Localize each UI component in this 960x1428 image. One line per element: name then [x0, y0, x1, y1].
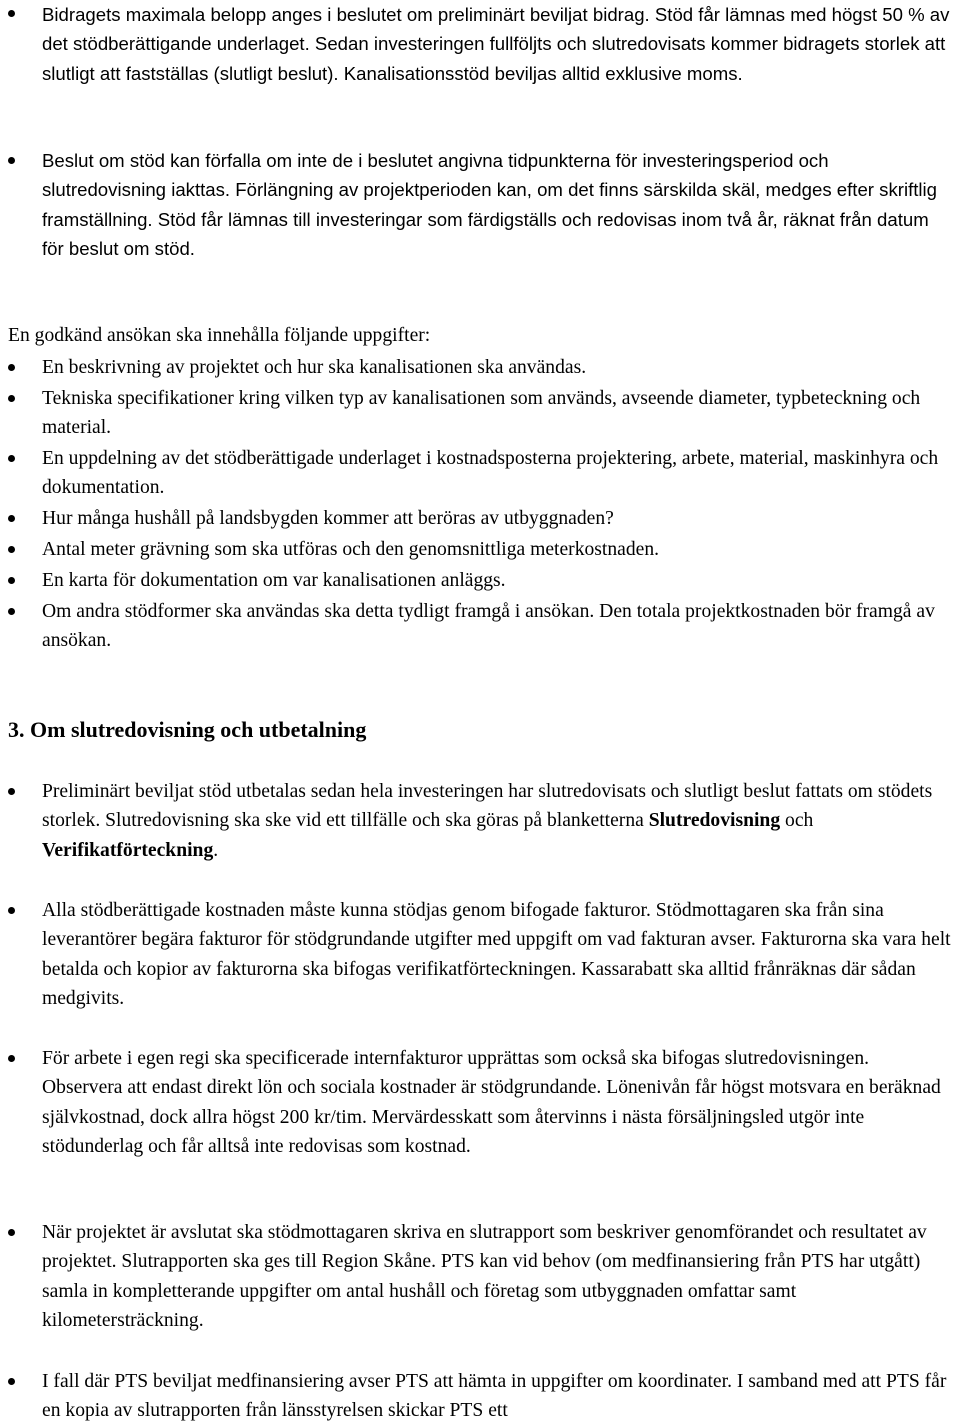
bullet-icon — [8, 608, 15, 615]
form-name: Verifikatförteckning — [42, 839, 214, 861]
bullet-icon — [8, 157, 15, 164]
paragraph-text: . — [213, 839, 219, 861]
paragraph: Alla stödberättigade kostnaden måste kunna stödjas genom bifogade fakturor. Stödmottagaren ska från sina leverantörer begära fakturor för stödgrundande utgifter med uppgift om vad fakturan avser. Fakturorna ska vara helt betalda och kopior av fakturorna ska bifogas verifikatförteckningen. Kassarabatt ska alltid frånräknas där sådan medgivits. — [42, 900, 951, 1009]
paragraph: För arbete i egen regi ska specificerade internfakturor upprättas som också ska bifogas slutredovisningen. Observera att endast direkt lön och sociala kostnader är stödgrundande. Lönenivån får högst motsvara en beräknad självkostnad, dock allra högst 200 kr/tim. Mervärdesskatt som återvinns i nästa försäljningsled utgör inte stödunderlag och får alltså inte redovisas som kostnad. — [42, 1048, 941, 1157]
paragraph-text: och — [780, 810, 814, 832]
paragraph-text: Preliminärt beviljat stöd utbetalas sedan hela investeringen har slutredovisats och slutligt beslut fattats om stödets storlek. Slutredovisning ska ske vid ett tillfälle och ska göras på blanketterna — [42, 781, 933, 832]
bullet-icon — [8, 907, 15, 914]
paragraph: När projektet är avslutat ska stödmottagaren skriva en slutrapport som beskriver genomförandet och resultatet av projektet. Slutrapporten ska ges till Region Skåne. PTS kan vid behov (om medfinansiering från PTS har utgått) samla in kompletterande uppgifter om antal hushåll och företag som utbyggnaden omfattar samt kilometersträckning. — [42, 1222, 927, 1331]
paragraph — [42, 777, 954, 865]
list-item-text: Antal meter grävning som ska utföras och den genomsnittliga meterkostnaden. — [42, 539, 660, 560]
bullet-icon — [8, 546, 15, 553]
bullet-icon — [8, 10, 15, 17]
paragraph: I fall där PTS beviljat medfinansiering avser PTS att hämta in uppgifter om koordinater. I samband med att PTS får en kopia av slutrapporten från länsstyrelsen skickar PTS ett — [42, 1371, 947, 1422]
bullet-icon — [8, 788, 15, 795]
bullet-icon — [8, 577, 15, 584]
application-intro: En godkänd ansökan ska innehålla följande uppgifter: — [8, 325, 431, 346]
bullet-icon — [8, 1378, 15, 1385]
bullet-icon — [8, 515, 15, 522]
bullet-icon — [8, 364, 15, 371]
bullet-icon — [8, 1229, 15, 1236]
list-item-text: En karta för dokumentation om var kanalisationen anläggs. — [42, 570, 506, 591]
list-item-text: Tekniska specifikationer kring vilken typ av kanalisationen som används, avseende diameter, typbeteckning och material. — [42, 388, 921, 439]
list-item-text: Om andra stödformer ska användas ska detta tydligt framgå i ansökan. Den totala projektkostnaden bör framgå av ansökan. — [42, 601, 935, 652]
paragraph: Bidragets maximala belopp anges i beslutet om preliminärt beviljat bidrag. Stöd får lämnas med högst 50 % av det stödberättigande underlaget. Sedan investeringen fullföljts och slutredovisats kommer bidragets storlek att slutligt att fastställas (slutligt beslut). Kanalisationsstöd beviljas alltid exklusive moms. — [42, 4, 950, 84]
bullet-icon — [8, 1055, 15, 1062]
list-item-text: Hur många hushåll på landsbygden kommer att beröras av utbyggnaden? — [42, 508, 614, 529]
bullet-icon — [8, 455, 15, 462]
section-heading: 3. Om slutredovisning och utbetalning — [8, 717, 367, 742]
form-name: Slutredovisning — [648, 810, 781, 832]
bullet-icon — [8, 395, 15, 402]
paragraph: Beslut om stöd kan förfalla om inte de i beslutet angivna tidpunkterna för investeringsperiod och slutredovisning iakttas. Förlängning av projektperioden kan, om det finns särskilda skäl, medges efter skriftlig framställning. Stöd får lämnas till investeringar som färdigställs och redovisas inom två år, räknat från datum för beslut om stöd. — [42, 150, 938, 259]
list-item-text: En uppdelning av det stödberättigade underlaget i kostnadsposterna projektering, arbete, material, maskinhyra och dokumentation. — [42, 448, 939, 499]
list-item-text: En beskrivning av projektet och hur ska kanalisationen ska användas. — [42, 357, 587, 378]
